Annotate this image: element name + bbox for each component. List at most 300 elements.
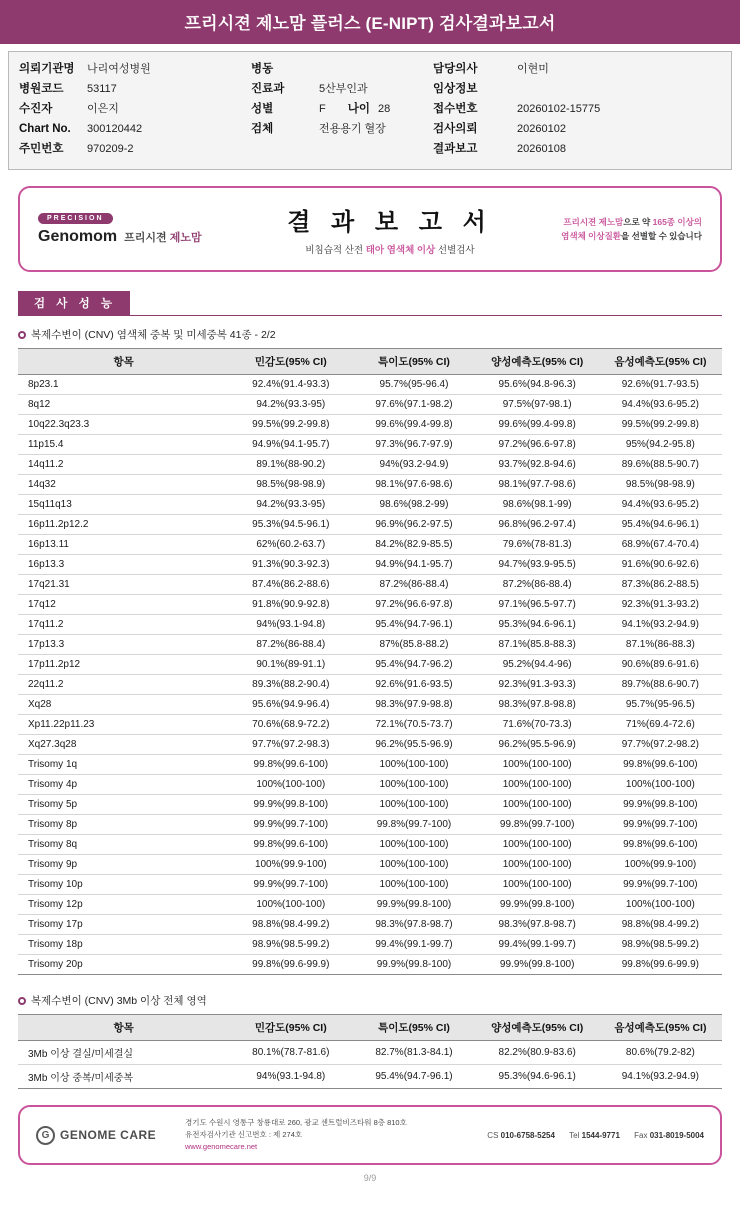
cell-specificity: 99.4%(99.1-99.7)	[352, 935, 475, 955]
page-number: 9/9	[363, 1173, 377, 1183]
cell-npv: 99.9%(99.7-100)	[599, 875, 722, 895]
table-row	[18, 515, 722, 535]
report-note-line2-rest: 을 선별할 수 있습니다	[621, 231, 702, 241]
info-row	[19, 120, 251, 138]
table-row	[18, 755, 722, 775]
cell-npv: 91.6%(90.6-92.6)	[599, 555, 722, 575]
cell-item: 3Mb 이상 결실/미세결실	[18, 1041, 229, 1065]
cell-npv: 94.1%(93.2-94.9)	[599, 615, 722, 635]
report-title-block	[228, 202, 552, 256]
cell-item: 17q12	[18, 595, 229, 615]
cell-sensitivity: 100%(99.9-100)	[229, 855, 352, 875]
table-row	[18, 875, 722, 895]
cell-item: Trisomy 1q	[18, 755, 229, 775]
cell-ppv: 100%(100-100)	[476, 775, 599, 795]
cell-sensitivity: 87.4%(86.2-88.6)	[229, 575, 352, 595]
table-row	[18, 715, 722, 735]
cell-ppv: 95.3%(94.6-96.1)	[476, 615, 599, 635]
cell-specificity: 98.6%(98.2-99)	[352, 495, 475, 515]
cell-npv: 99.9%(99.8-100)	[599, 795, 722, 815]
cell-npv: 94.4%(93.6-95.2)	[599, 495, 722, 515]
cell-npv: 92.6%(91.7-93.5)	[599, 375, 722, 395]
column-header-ppv: 양성예측도(95% CI)	[476, 349, 599, 375]
bullet-dot-icon	[18, 997, 26, 1005]
cell-sensitivity: 94.9%(94.1-95.7)	[229, 435, 352, 455]
contact-info	[487, 1131, 704, 1140]
cell-specificity: 98.3%(97.9-98.8)	[352, 695, 475, 715]
cell-npv: 99.8%(99.6-100)	[599, 755, 722, 775]
report-subtitle-highlight: 태아 염색체 이상	[365, 245, 436, 256]
cell-ppv: 95.2%(94.4-96)	[476, 655, 599, 675]
cell-specificity: 87%(85.8-88.2)	[352, 635, 475, 655]
info-value: 이은지	[87, 103, 119, 115]
table-row	[18, 835, 722, 855]
contact-fax-value: 031-8019-5004	[649, 1130, 704, 1140]
cell-ppv: 98.3%(97.8-98.7)	[476, 915, 599, 935]
cell-sensitivity: 87.2%(86-88.4)	[229, 635, 352, 655]
performance-table-2	[18, 1014, 722, 1089]
cell-npv: 95.4%(94.6-96.1)	[599, 515, 722, 535]
cell-item: Trisomy 10p	[18, 875, 229, 895]
column-header-ppv: 양성예측도(95% CI)	[476, 1015, 599, 1041]
cell-specificity: 94%(93.2-94.9)	[352, 455, 475, 475]
brand-badge: PRECISION	[38, 213, 113, 224]
cell-npv: 89.6%(88.5-90.7)	[599, 455, 722, 475]
cell-specificity: 87.2%(86-88.4)	[352, 575, 475, 595]
cell-specificity: 97.2%(96.6-97.8)	[352, 595, 475, 615]
cell-specificity: 99.9%(99.8-100)	[352, 955, 475, 975]
cell-specificity: 84.2%(82.9-85.5)	[352, 535, 475, 555]
patient-info-column-1	[19, 60, 251, 160]
cell-specificity: 72.1%(70.5-73.7)	[352, 715, 475, 735]
cell-ppv: 97.2%(96.6-97.8)	[476, 435, 599, 455]
section-header	[18, 294, 722, 316]
info-label: 성별	[251, 103, 274, 115]
column-header-specificity: 특이도(95% CI)	[352, 349, 475, 375]
contact-cs-value: 010-6758-5254	[500, 1130, 555, 1140]
cell-item: 8q12	[18, 395, 229, 415]
cell-specificity: 95.7%(95-96.4)	[352, 375, 475, 395]
subsection-heading-1-label: 복제수변이 (CNV) 염색체 중복 및 미세중복 41종 - 2/2	[31, 329, 276, 341]
cell-specificity: 100%(100-100)	[352, 855, 475, 875]
info-row	[19, 100, 251, 118]
cell-ppv: 71.6%(70-73.3)	[476, 715, 599, 735]
brand-name-kr-prefix: 프리시젼	[124, 231, 167, 244]
table-row	[18, 915, 722, 935]
cell-specificity: 97.3%(96.7-97.9)	[352, 435, 475, 455]
cell-specificity: 95.4%(94.7-96.1)	[352, 1065, 475, 1089]
report-note	[552, 215, 702, 243]
info-label: 주민번호	[19, 143, 64, 155]
info-label: 임상정보	[433, 83, 478, 95]
cell-item: 17q21.31	[18, 575, 229, 595]
cell-sensitivity: 99.8%(99.6-100)	[229, 835, 352, 855]
cell-sensitivity: 91.3%(90.3-92.3)	[229, 555, 352, 575]
info-row	[433, 120, 721, 138]
cell-item: Trisomy 18p	[18, 935, 229, 955]
info-value: 나리여성병원	[87, 63, 151, 75]
cell-ppv: 87.2%(86-88.4)	[476, 575, 599, 595]
table-row	[18, 375, 722, 395]
cell-specificity: 95.4%(94.7-96.1)	[352, 615, 475, 635]
table-row	[18, 695, 722, 715]
table-row	[18, 395, 722, 415]
cell-item: Trisomy 17p	[18, 915, 229, 935]
cell-sensitivity: 99.5%(99.2-99.8)	[229, 415, 352, 435]
cell-ppv: 100%(100-100)	[476, 835, 599, 855]
report-note-line1	[552, 215, 702, 229]
cell-ppv: 97.1%(96.5-97.7)	[476, 595, 599, 615]
cell-item: 14q32	[18, 475, 229, 495]
contact-fax	[634, 1131, 704, 1140]
cell-npv: 99.8%(99.6-100)	[599, 835, 722, 855]
brand-logo	[38, 213, 228, 246]
cell-ppv: 98.3%(97.8-98.8)	[476, 695, 599, 715]
cell-npv: 87.1%(86-88.3)	[599, 635, 722, 655]
cell-specificity: 98.3%(97.8-98.7)	[352, 915, 475, 935]
brand-name: Genomom	[38, 227, 118, 245]
cell-ppv: 99.8%(99.7-100)	[476, 815, 599, 835]
info-row	[433, 100, 721, 118]
cell-ppv: 99.4%(99.1-99.7)	[476, 935, 599, 955]
contact-cs-label: CS	[487, 1130, 499, 1140]
cell-sensitivity: 97.7%(97.2-98.3)	[229, 735, 352, 755]
cell-ppv: 87.1%(85.8-88.3)	[476, 635, 599, 655]
cell-specificity: 99.6%(99.4-99.8)	[352, 415, 475, 435]
cell-npv: 71%(69.4-72.6)	[599, 715, 722, 735]
patient-info-column-2	[251, 60, 433, 160]
cell-npv: 92.3%(91.3-93.2)	[599, 595, 722, 615]
table-row	[18, 415, 722, 435]
genome-care-logo	[36, 1126, 171, 1145]
report-note-brand: 프리시젼 제노맘	[563, 217, 624, 227]
report-note-disease: 염색체 이상질환	[561, 231, 621, 241]
brand-name-kr: 제노맘	[169, 231, 202, 244]
cell-specificity: 94.9%(94.1-95.7)	[352, 555, 475, 575]
cell-sensitivity: 98.9%(98.5-99.2)	[229, 935, 352, 955]
cell-ppv: 96.8%(96.2-97.4)	[476, 515, 599, 535]
cell-item: 3Mb 이상 중복/미세중복	[18, 1065, 229, 1089]
info-row	[251, 80, 433, 98]
subsection-heading-1	[18, 327, 722, 342]
cell-ppv: 94.7%(93.9-95.5)	[476, 555, 599, 575]
report-note-count: 165종 이상의	[652, 217, 702, 227]
report-title: 결 과 보 고 서	[287, 209, 493, 236]
cell-item: Trisomy 12p	[18, 895, 229, 915]
info-label: 병원코드	[19, 83, 64, 95]
cell-specificity: 82.7%(81.3-84.1)	[352, 1041, 475, 1065]
info-label-age: 나이	[347, 103, 370, 115]
subsection-heading-2-label: 복제수변이 (CNV) 3Mb 이상 전체 영역	[31, 995, 207, 1007]
cell-ppv: 97.5%(97-98.1)	[476, 395, 599, 415]
cell-item: 8p23.1	[18, 375, 229, 395]
cell-sensitivity: 94.2%(93.3-95)	[229, 495, 352, 515]
genome-care-mark-icon: G	[36, 1126, 55, 1145]
cell-item: Trisomy 9p	[18, 855, 229, 875]
cell-sensitivity: 98.5%(98-98.9)	[229, 475, 352, 495]
info-label: 담당의사	[433, 63, 478, 75]
cell-specificity: 97.6%(97.1-98.2)	[352, 395, 475, 415]
cell-ppv: 95.6%(94.8-96.3)	[476, 375, 599, 395]
cell-npv: 95.7%(95-96.5)	[599, 695, 722, 715]
table-header-row	[18, 349, 722, 375]
cell-npv: 100%(100-100)	[599, 895, 722, 915]
info-row	[19, 80, 251, 98]
cell-npv: 68.9%(67.4-70.4)	[599, 535, 722, 555]
cell-ppv: 96.2%(95.5-96.9)	[476, 735, 599, 755]
report-subtitle-post: 선별검사	[435, 245, 475, 256]
cell-npv: 98.8%(98.4-99.2)	[599, 915, 722, 935]
info-label: 접수번호	[433, 103, 478, 115]
info-value: F	[319, 103, 326, 115]
table-row	[18, 495, 722, 515]
cell-ppv: 98.6%(98.1-99)	[476, 495, 599, 515]
performance-table-1	[18, 348, 722, 975]
cell-specificity: 100%(100-100)	[352, 795, 475, 815]
cell-sensitivity: 100%(100-100)	[229, 895, 352, 915]
table-row	[18, 935, 722, 955]
cell-ppv: 93.7%(92.8-94.6)	[476, 455, 599, 475]
table-body	[18, 1041, 722, 1089]
info-row	[19, 140, 251, 158]
info-row	[251, 60, 433, 78]
cell-ppv: 99.9%(99.8-100)	[476, 955, 599, 975]
column-header-sensitivity: 민감도(95% CI)	[229, 1015, 352, 1041]
cell-item: 17q11.2	[18, 615, 229, 635]
address-line-2: 유전자검사기관 신고번호 : 제 274호	[185, 1130, 303, 1139]
table-row	[18, 595, 722, 615]
report-subtitle	[228, 242, 552, 256]
contact-fax-label: Fax	[634, 1130, 648, 1140]
cell-npv: 80.6%(79.2-82)	[599, 1041, 722, 1065]
info-value: 5산부인과	[319, 83, 368, 95]
info-value: 300120442	[87, 123, 143, 135]
cell-sensitivity: 62%(60.2-63.7)	[229, 535, 352, 555]
table-row	[18, 475, 722, 495]
cell-sensitivity: 99.9%(99.8-100)	[229, 795, 352, 815]
info-value: 20260108	[517, 143, 566, 155]
info-label: 결과보고	[433, 143, 478, 155]
info-label: Chart No.	[19, 123, 71, 135]
cell-sensitivity: 95.3%(94.5-96.1)	[229, 515, 352, 535]
cell-item: 16p13.3	[18, 555, 229, 575]
table-row	[18, 735, 722, 755]
cell-ppv: 99.9%(99.8-100)	[476, 895, 599, 915]
cell-specificity: 100%(100-100)	[352, 755, 475, 775]
cell-npv: 89.7%(88.6-90.7)	[599, 675, 722, 695]
table-body	[18, 375, 722, 975]
subsection-heading-2	[18, 993, 722, 1008]
column-header-npv: 음성예측도(95% CI)	[599, 349, 722, 375]
info-label: 진료과	[251, 83, 285, 95]
table-row	[18, 555, 722, 575]
cell-sensitivity: 100%(100-100)	[229, 775, 352, 795]
table-row	[18, 1065, 722, 1089]
table-row	[18, 455, 722, 475]
cell-npv: 98.5%(98-98.9)	[599, 475, 722, 495]
cell-sensitivity: 94.2%(93.3-95)	[229, 395, 352, 415]
cell-specificity: 92.6%(91.6-93.5)	[352, 675, 475, 695]
cell-npv: 90.6%(89.6-91.6)	[599, 655, 722, 675]
cell-sensitivity: 70.6%(68.9-72.2)	[229, 715, 352, 735]
cell-item: 16p11.2p12.2	[18, 515, 229, 535]
info-value: 20260102-15775	[517, 103, 601, 115]
company-address	[185, 1117, 473, 1153]
cell-ppv: 100%(100-100)	[476, 755, 599, 775]
table-row	[18, 895, 722, 915]
cell-sensitivity: 91.8%(90.9-92.8)	[229, 595, 352, 615]
table-row	[18, 575, 722, 595]
table-row	[18, 435, 722, 455]
cell-ppv: 79.6%(78-81.3)	[476, 535, 599, 555]
cell-sensitivity: 99.8%(99.6-100)	[229, 755, 352, 775]
cell-sensitivity: 98.8%(98.4-99.2)	[229, 915, 352, 935]
cell-specificity: 96.2%(95.5-96.9)	[352, 735, 475, 755]
cell-ppv: 82.2%(80.9-83.6)	[476, 1041, 599, 1065]
cell-sensitivity: 80.1%(78.7-81.6)	[229, 1041, 352, 1065]
cell-sensitivity: 90.1%(89-91.1)	[229, 655, 352, 675]
cell-item: Trisomy 5p	[18, 795, 229, 815]
cell-specificity: 99.8%(99.7-100)	[352, 815, 475, 835]
cell-ppv: 92.3%(91.3-93.3)	[476, 675, 599, 695]
cell-sensitivity: 89.3%(88.2-90.4)	[229, 675, 352, 695]
cell-item: 10q22.3q23.3	[18, 415, 229, 435]
cell-npv: 99.5%(99.2-99.8)	[599, 415, 722, 435]
cell-sensitivity: 99.9%(99.7-100)	[229, 815, 352, 835]
info-label: 수진자	[19, 103, 53, 115]
address-line-1: 경기도 수원시 영통구 창룡대로 260, 광교 센트럴비즈타워 8층 810호	[185, 1118, 407, 1127]
footer-card	[18, 1105, 722, 1165]
cell-npv: 100%(100-100)	[599, 775, 722, 795]
cell-item: 11p15.4	[18, 435, 229, 455]
info-row	[19, 60, 251, 78]
cell-sensitivity: 94%(93.1-94.8)	[229, 1065, 352, 1089]
column-header-sensitivity: 민감도(95% CI)	[229, 349, 352, 375]
cell-item: 16p13.11	[18, 535, 229, 555]
cell-item: Trisomy 8q	[18, 835, 229, 855]
info-value: 970209-2	[87, 143, 134, 155]
cell-specificity: 99.9%(99.8-100)	[352, 895, 475, 915]
cell-npv: 94.1%(93.2-94.9)	[599, 1065, 722, 1089]
cell-sensitivity: 99.8%(99.6-99.9)	[229, 955, 352, 975]
contact-tel-value: 1544-9771	[581, 1130, 620, 1140]
info-value: 53117	[87, 83, 117, 95]
table-row	[18, 635, 722, 655]
cell-sensitivity: 94%(93.1-94.8)	[229, 615, 352, 635]
contact-cs	[487, 1131, 555, 1140]
cell-npv: 99.9%(99.7-100)	[599, 815, 722, 835]
cell-item: 17p13.3	[18, 635, 229, 655]
table-row	[18, 1041, 722, 1065]
cell-ppv: 99.6%(99.4-99.8)	[476, 415, 599, 435]
cell-ppv: 100%(100-100)	[476, 855, 599, 875]
table-row	[18, 615, 722, 635]
cell-sensitivity: 99.9%(99.7-100)	[229, 875, 352, 895]
info-value: 전용용기 혈장	[319, 123, 386, 135]
cell-sensitivity: 92.4%(91.4-93.3)	[229, 375, 352, 395]
cell-specificity: 100%(100-100)	[352, 775, 475, 795]
cell-npv: 100%(99.9-100)	[599, 855, 722, 875]
info-row	[251, 100, 433, 118]
report-note-line2	[552, 229, 702, 243]
cell-item: Xq27.3q28	[18, 735, 229, 755]
info-row	[251, 120, 433, 138]
table-row	[18, 955, 722, 975]
info-value: 이현미	[517, 63, 549, 75]
section-tab-label: 검 사 성 능	[18, 291, 130, 315]
cell-item: Trisomy 8p	[18, 815, 229, 835]
patient-info-block	[8, 51, 732, 170]
table-row	[18, 775, 722, 795]
contact-tel	[569, 1131, 620, 1140]
info-label: 의뢰기관명	[19, 63, 75, 75]
table-row	[18, 795, 722, 815]
cell-sensitivity: 89.1%(88-90.2)	[229, 455, 352, 475]
cell-item: Xq28	[18, 695, 229, 715]
info-value: 20260102	[517, 123, 566, 135]
cell-npv: 94.4%(93.6-95.2)	[599, 395, 722, 415]
cell-item: Xp11.22p11.23	[18, 715, 229, 735]
report-subtitle-pre: 비침습적 산전	[305, 245, 366, 256]
report-note-rest: 으로 약	[623, 217, 653, 227]
bullet-dot-icon	[18, 331, 26, 339]
cell-item: 14q11.2	[18, 455, 229, 475]
cell-ppv: 100%(100-100)	[476, 795, 599, 815]
info-row	[433, 60, 721, 78]
cell-ppv: 100%(100-100)	[476, 875, 599, 895]
genome-care-logo-text: GENOME CARE	[60, 1128, 157, 1142]
cell-sensitivity: 95.6%(94.9-96.4)	[229, 695, 352, 715]
info-label: 검체	[251, 123, 274, 135]
info-label: 병동	[251, 63, 274, 75]
cell-item: 17p11.2p12	[18, 655, 229, 675]
company-website-link[interactable]: www.genomecare.net	[185, 1142, 258, 1151]
table-row	[18, 815, 722, 835]
column-header-item: 항목	[18, 1015, 229, 1041]
info-value-age: 28	[377, 103, 391, 115]
info-row	[433, 80, 721, 98]
cell-item: 15q11q13	[18, 495, 229, 515]
cell-specificity: 100%(100-100)	[352, 835, 475, 855]
cell-item: 22q11.2	[18, 675, 229, 695]
cell-specificity: 100%(100-100)	[352, 875, 475, 895]
cell-specificity: 96.9%(96.2-97.5)	[352, 515, 475, 535]
info-label: 검사의뢰	[433, 123, 478, 135]
cell-item: Trisomy 4p	[18, 775, 229, 795]
cell-npv: 87.3%(86.2-88.5)	[599, 575, 722, 595]
cell-specificity: 98.1%(97.6-98.6)	[352, 475, 475, 495]
cell-ppv: 98.1%(97.7-98.6)	[476, 475, 599, 495]
table-row	[18, 535, 722, 555]
column-header-specificity: 특이도(95% CI)	[352, 1015, 475, 1041]
table-row	[18, 855, 722, 875]
cell-ppv: 95.3%(94.6-96.1)	[476, 1065, 599, 1089]
patient-info-column-3	[433, 60, 721, 160]
cell-npv: 98.9%(98.5-99.2)	[599, 935, 722, 955]
cell-npv: 97.7%(97.2-98.2)	[599, 735, 722, 755]
cell-item: Trisomy 20p	[18, 955, 229, 975]
column-header-npv: 음성예측도(95% CI)	[599, 1015, 722, 1041]
page-title: 프리시젼 제노맘 플러스 (E-NIPT) 검사결과보고서	[0, 0, 740, 44]
column-header-item: 항목	[18, 349, 229, 375]
cell-npv: 99.8%(99.6-99.9)	[599, 955, 722, 975]
cell-specificity: 95.4%(94.7-96.2)	[352, 655, 475, 675]
table-row	[18, 655, 722, 675]
info-row	[433, 140, 721, 158]
cell-npv: 95%(94.2-95.8)	[599, 435, 722, 455]
contact-tel-label: Tel	[569, 1130, 580, 1140]
table-row	[18, 675, 722, 695]
